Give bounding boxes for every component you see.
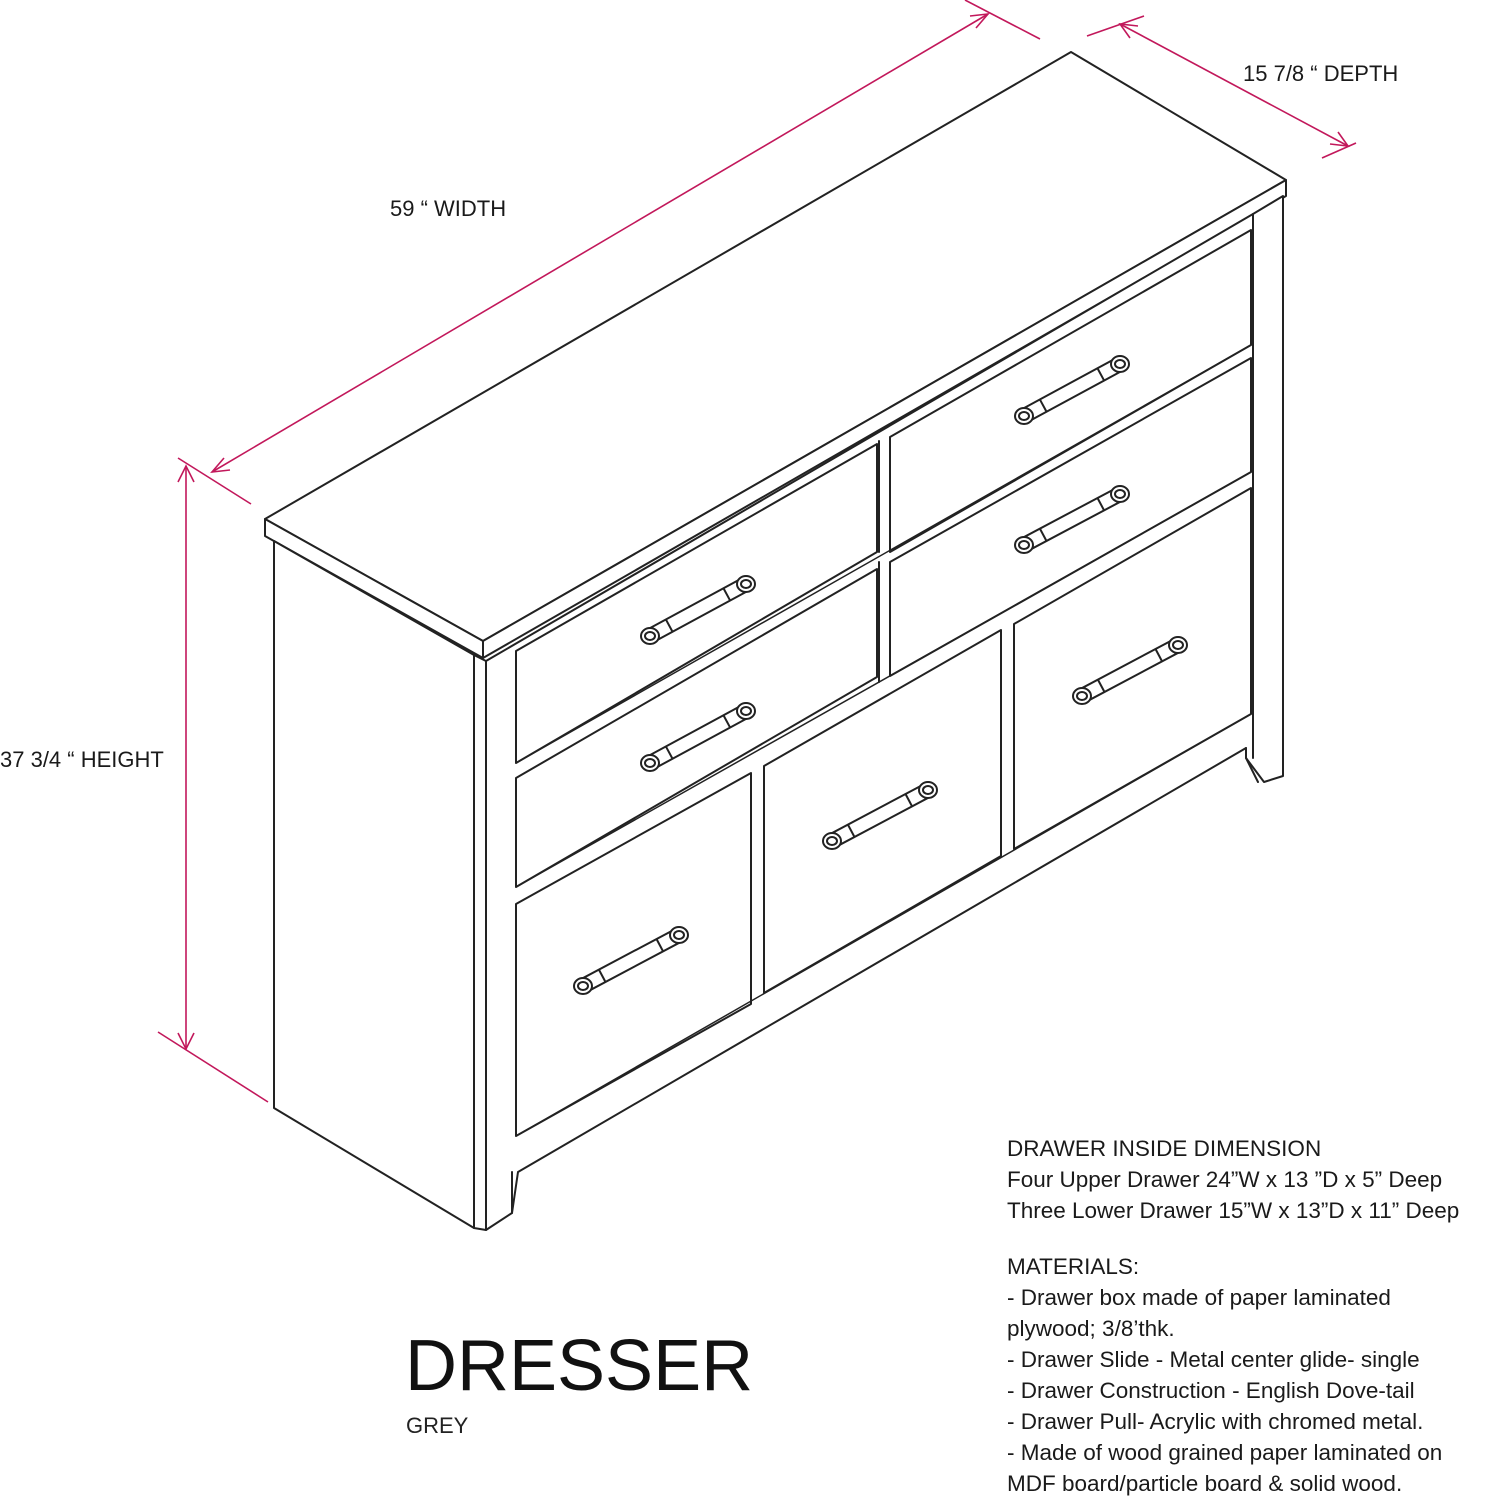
drawer-inside-line: Three Lower Drawer 15”W x 13”D x 11” Deep bbox=[1007, 1198, 1460, 1223]
product-title: DRESSER bbox=[405, 1326, 754, 1406]
materials-line: MDF board/particle board & solid wood. bbox=[1007, 1471, 1403, 1496]
drawer-inside-line: Four Upper Drawer 24”W x 13 ”D x 5” Deep bbox=[1007, 1167, 1443, 1192]
materials-line: - Drawer box made of paper laminated bbox=[1007, 1285, 1391, 1310]
materials-heading: MATERIALS: bbox=[1007, 1254, 1140, 1279]
drawer-inside-heading: DRAWER INSIDE DIMENSION bbox=[1007, 1136, 1322, 1161]
materials-line: - Drawer Construction - English Dove-tail bbox=[1007, 1378, 1415, 1403]
height-dimension-line bbox=[158, 466, 268, 1102]
materials-line: - Made of wood grained paper laminated on bbox=[1007, 1440, 1443, 1465]
materials-line: - Drawer Slide - Metal center glide- single bbox=[1007, 1347, 1420, 1372]
depth-label: 15 7/8 “ DEPTH bbox=[1243, 61, 1399, 86]
width-label: 59 “ WIDTH bbox=[390, 196, 507, 221]
dresser-side-panel bbox=[274, 541, 474, 1228]
product-color: GREY bbox=[406, 1413, 469, 1438]
materials-line: - Drawer Pull- Acrylic with chromed metal. bbox=[1007, 1409, 1424, 1434]
height-label: 37 3/4 “ HEIGHT bbox=[0, 747, 164, 772]
materials-line: plywood; 3/8’thk. bbox=[1007, 1316, 1175, 1341]
